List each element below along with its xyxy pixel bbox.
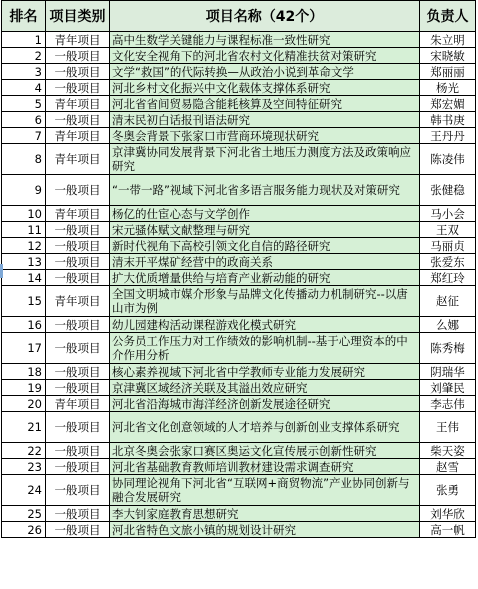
person-cell: 李志伟 <box>420 396 476 412</box>
category-cell: 一般项目 <box>46 459 110 475</box>
project-name-cell: 河北省文化创意领域的人才培养与创新创业支撑体系研究 <box>110 412 420 443</box>
project-name-cell: 北京冬奥会张家口赛区奥运文化宣传展示创新性研究 <box>110 443 420 459</box>
table-row <box>2 317 476 333</box>
person-cell: 陈凌伟 <box>420 144 476 175</box>
table-row <box>2 380 476 396</box>
category-cell: 一般项目 <box>46 333 110 364</box>
category-cell: 一般项目 <box>46 475 110 506</box>
header-category: 项目类别 <box>46 1 110 32</box>
project-name-cell: 清末民初白话报刊语法研究 <box>110 112 420 128</box>
project-name-cell: 李大钊家庭教育思想研究 <box>110 506 420 522</box>
project-name-cell: 京津冀区域经济关联及其溢出效应研究 <box>110 380 420 396</box>
project-name-cell: 河北省省间贸易隐含能耗核算及空间特征研究 <box>110 96 420 112</box>
rank-cell: 24 <box>2 475 46 506</box>
person-cell: 马小会 <box>420 206 476 222</box>
table-row <box>2 48 476 64</box>
person-cell: 刘肇民 <box>420 380 476 396</box>
rank-cell: 9 <box>2 175 46 206</box>
rank-cell: 5 <box>2 96 46 112</box>
category-cell: 青年项目 <box>46 286 110 317</box>
table-body <box>2 32 476 538</box>
table-row <box>2 222 476 238</box>
project-name-cell: 宋元骚体赋文献整理与研究 <box>110 222 420 238</box>
category-cell: 一般项目 <box>46 80 110 96</box>
table-row <box>2 238 476 254</box>
category-cell: 一般项目 <box>46 270 110 286</box>
project-name-cell: 河北乡村文化振兴中文化载体支撑体系研究 <box>110 80 420 96</box>
table-row <box>2 506 476 522</box>
rank-cell: 15 <box>2 286 46 317</box>
project-name-cell: 京津冀协同发展背景下河北省土地压力测度方法及政策响应研究 <box>110 144 420 175</box>
person-cell: 王丹丹 <box>420 128 476 144</box>
category-cell: 一般项目 <box>46 238 110 254</box>
header-rank: 排名 <box>2 1 46 32</box>
rank-cell: 25 <box>2 506 46 522</box>
project-name-cell: 幼儿园建构活动课程游戏化模式研究 <box>110 317 420 333</box>
person-cell: 韩书庚 <box>420 112 476 128</box>
rank-cell: 14 <box>2 270 46 286</box>
table-row <box>2 270 476 286</box>
category-cell: 青年项目 <box>46 396 110 412</box>
rank-cell: 20 <box>2 396 46 412</box>
table-row <box>2 254 476 270</box>
person-cell: 王双 <box>420 222 476 238</box>
person-cell: 陈秀梅 <box>420 333 476 364</box>
category-cell: 一般项目 <box>46 317 110 333</box>
table-row <box>2 128 476 144</box>
table-row <box>2 522 476 538</box>
table-row <box>2 175 476 206</box>
rank-cell: 22 <box>2 443 46 459</box>
project-name-cell: 河北省沿海城市海洋经济创新发展途径研究 <box>110 396 420 412</box>
category-cell: 一般项目 <box>46 380 110 396</box>
category-cell: 青年项目 <box>46 96 110 112</box>
table-row <box>2 364 476 380</box>
rank-cell: 1 <box>2 32 46 48</box>
table-row <box>2 80 476 96</box>
category-cell: 一般项目 <box>46 175 110 206</box>
category-cell: 一般项目 <box>46 364 110 380</box>
table-row <box>2 144 476 175</box>
person-cell: 张健稳 <box>420 175 476 206</box>
header-row <box>2 1 476 32</box>
category-cell: 青年项目 <box>46 144 110 175</box>
table-row <box>2 64 476 80</box>
rank-cell: 19 <box>2 380 46 396</box>
project-name-cell: 河北省特色文旅小镇的规划设计研究 <box>110 522 420 538</box>
project-name-cell: “一带一路”视域下河北省多语言服务能力现状及对策研究 <box>110 175 420 206</box>
person-cell: 杨光 <box>420 80 476 96</box>
projects-table <box>1 0 476 538</box>
person-cell: 柴天姿 <box>420 443 476 459</box>
project-name-cell: 公务员工作压力对工作绩效的影响机制--基于心理资本的中介作用分析 <box>110 333 420 364</box>
person-cell: 张爱东 <box>420 254 476 270</box>
person-cell: 赵雪 <box>420 459 476 475</box>
category-cell: 一般项目 <box>46 506 110 522</box>
table-row <box>2 475 476 506</box>
rank-cell: 21 <box>2 412 46 443</box>
rank-cell: 26 <box>2 522 46 538</box>
table-row <box>2 112 476 128</box>
person-cell: 赵征 <box>420 286 476 317</box>
rank-cell: 18 <box>2 364 46 380</box>
category-cell: 一般项目 <box>46 412 110 443</box>
person-cell: 郑丽丽 <box>420 64 476 80</box>
person-cell: 马丽贞 <box>420 238 476 254</box>
person-cell: 阴瑞华 <box>420 364 476 380</box>
header-person: 负责人 <box>420 1 476 32</box>
person-cell: 高一帆 <box>420 522 476 538</box>
rank-cell: 4 <box>2 80 46 96</box>
table-row <box>2 396 476 412</box>
header-project-name: 项目名称（42个） <box>110 1 420 32</box>
person-cell: 王伟 <box>420 412 476 443</box>
table-row <box>2 32 476 48</box>
rank-cell: 13 <box>2 254 46 270</box>
table-row <box>2 96 476 112</box>
rank-cell: 17 <box>2 333 46 364</box>
person-cell: 张勇 <box>420 475 476 506</box>
person-cell: 宋晓敏 <box>420 48 476 64</box>
project-name-cell: 杨亿的仕宦心态与文学创作 <box>110 206 420 222</box>
project-name-cell: 文化安全视角下的河北省农村文化精准扶贫对策研究 <box>110 48 420 64</box>
category-cell: 青年项目 <box>46 32 110 48</box>
rank-cell: 16 <box>2 317 46 333</box>
rank-cell: 12 <box>2 238 46 254</box>
rank-cell: 2 <box>2 48 46 64</box>
rank-cell: 23 <box>2 459 46 475</box>
category-cell: 一般项目 <box>46 443 110 459</box>
row-selection-marker <box>0 264 3 278</box>
table-row <box>2 286 476 317</box>
rank-cell: 11 <box>2 222 46 238</box>
table-row <box>2 206 476 222</box>
project-name-cell: 高中生数学关键能力与课程标准一致性研究 <box>110 32 420 48</box>
person-cell: 郑宏媚 <box>420 96 476 112</box>
table-row <box>2 333 476 364</box>
category-cell: 青年项目 <box>46 128 110 144</box>
project-name-cell: 河北省基础教育教师培训教材建设需求调查研究 <box>110 459 420 475</box>
rank-cell: 10 <box>2 206 46 222</box>
rank-cell: 3 <box>2 64 46 80</box>
category-cell: 一般项目 <box>46 222 110 238</box>
project-name-cell: 清末开平煤矿经营中的政商关系 <box>110 254 420 270</box>
project-name-cell: 扩大优质增量供给与培育产业新动能的研究 <box>110 270 420 286</box>
person-cell: 朱立明 <box>420 32 476 48</box>
rank-cell: 7 <box>2 128 46 144</box>
category-cell: 一般项目 <box>46 112 110 128</box>
table-row <box>2 412 476 443</box>
project-name-cell: 全国文明城市媒介形象与品牌文化传播动力机制研究--以唐山市为例 <box>110 286 420 317</box>
rank-cell: 8 <box>2 144 46 175</box>
project-name-cell: 文学“救国”的代际转换—从政治小说到革命文学 <box>110 64 420 80</box>
table-row <box>2 443 476 459</box>
project-name-cell: 核心素养视域下河北省中学教师专业能力发展研究 <box>110 364 420 380</box>
category-cell: 一般项目 <box>46 254 110 270</box>
project-name-cell: 协同理论视角下河北省“互联网+商贸物流”产业协同创新与融合发展研究 <box>110 475 420 506</box>
category-cell: 一般项目 <box>46 522 110 538</box>
project-name-cell: 新时代视角下高校引领文化自信的路径研究 <box>110 238 420 254</box>
category-cell: 一般项目 <box>46 64 110 80</box>
table-row <box>2 459 476 475</box>
category-cell: 青年项目 <box>46 206 110 222</box>
rank-cell: 6 <box>2 112 46 128</box>
person-cell: 刘华欣 <box>420 506 476 522</box>
project-name-cell: 冬奥会背景下张家口市营商环境现状研究 <box>110 128 420 144</box>
category-cell: 一般项目 <box>46 48 110 64</box>
person-cell: 郑红玲 <box>420 270 476 286</box>
person-cell: 么娜 <box>420 317 476 333</box>
